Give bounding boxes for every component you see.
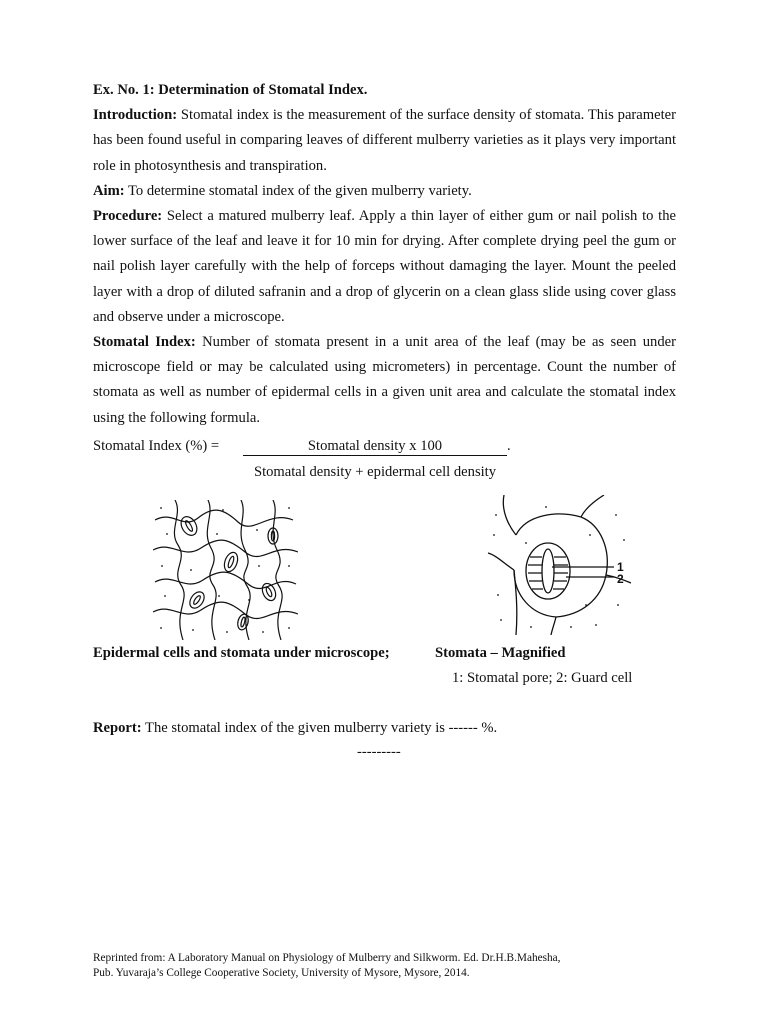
report-label: Report: (93, 720, 142, 736)
aim-text: To determine stomatal index of the given mulberry variety. (124, 182, 472, 199)
right-figure-legend: 1: Stomatal pore; 2: Guard cell (452, 670, 633, 686)
procedure-label: Procedure: (93, 208, 163, 225)
procedure-text: Select a matured mulberry leaf. Apply a thin layer of either gum or nail polish to the lower surface of the leaf and leave it for 10 min for drying. After complete drying peel the gum or nail polish layer carefully with the help of forceps without damaging the layer. Mount the peeled layer with a drop of diluted safranin and a drop of glycerin on a clean glass slide using cover glass and observe under a microscope. (93, 208, 676, 325)
stomatal-index-label: Stomatal Index: (93, 334, 196, 351)
citation-footer (93, 951, 693, 981)
footer-line-1: Reprinted from: A Laboratory Manual on Physiology of Mulberry and Silkworm. Ed. Dr.H.B.Mahesha, (93, 952, 561, 964)
stoma-magnified-figure (486, 495, 631, 635)
report-line (93, 720, 497, 737)
formula-numerator: Stomatal density x 100 (243, 438, 507, 456)
introduction-paragraph (93, 103, 676, 179)
procedure-paragraph (93, 204, 676, 330)
left-figure-caption: Epidermal cells and stomata under microscope; (93, 645, 390, 661)
label-1: 1 (617, 560, 624, 574)
page-title: Ex. No. 1: Determination of Stomatal Index. (93, 82, 368, 98)
report-text: The stomatal index of the given mulberry variety is ------ %. (141, 720, 498, 736)
stomatal-index-paragraph (93, 330, 676, 431)
stomatal-index-text: Number of stomata present in a unit area of the leaf (may be as seen under microscope field or may be calculated using micrometers) in percentage. Count the number of stomata as well as number of epidermal cells in a given unit area and calculate the stomatal index using the following formula. (93, 334, 676, 426)
document-body (93, 78, 676, 431)
introduction-text: Stomatal index is the measurement of the surface density of stomata. This parameter has been found useful in comparing leaves of different mulberry varieties as it plays very important role in photosynthesis and transpiration. (93, 107, 676, 174)
label-2: 2 (617, 572, 624, 586)
aim-paragraph (93, 179, 676, 204)
footer-line-2: Pub. Yuvaraja’s College Cooperative Society, University of Mysore, Mysore, 2014. (93, 967, 470, 979)
formula-lhs: Stomatal Index (%) = (93, 438, 220, 454)
aim-label: Aim: (93, 182, 125, 199)
formula-denominator: Stomatal density + epidermal cell density (253, 464, 497, 480)
formula-trailing: . (507, 438, 511, 454)
end-separator: --------- (357, 744, 401, 760)
introduction-label: Introduction: (93, 107, 178, 124)
epidermal-cells-figure (153, 500, 298, 640)
right-figure-caption: Stomata – Magnified (435, 645, 566, 661)
